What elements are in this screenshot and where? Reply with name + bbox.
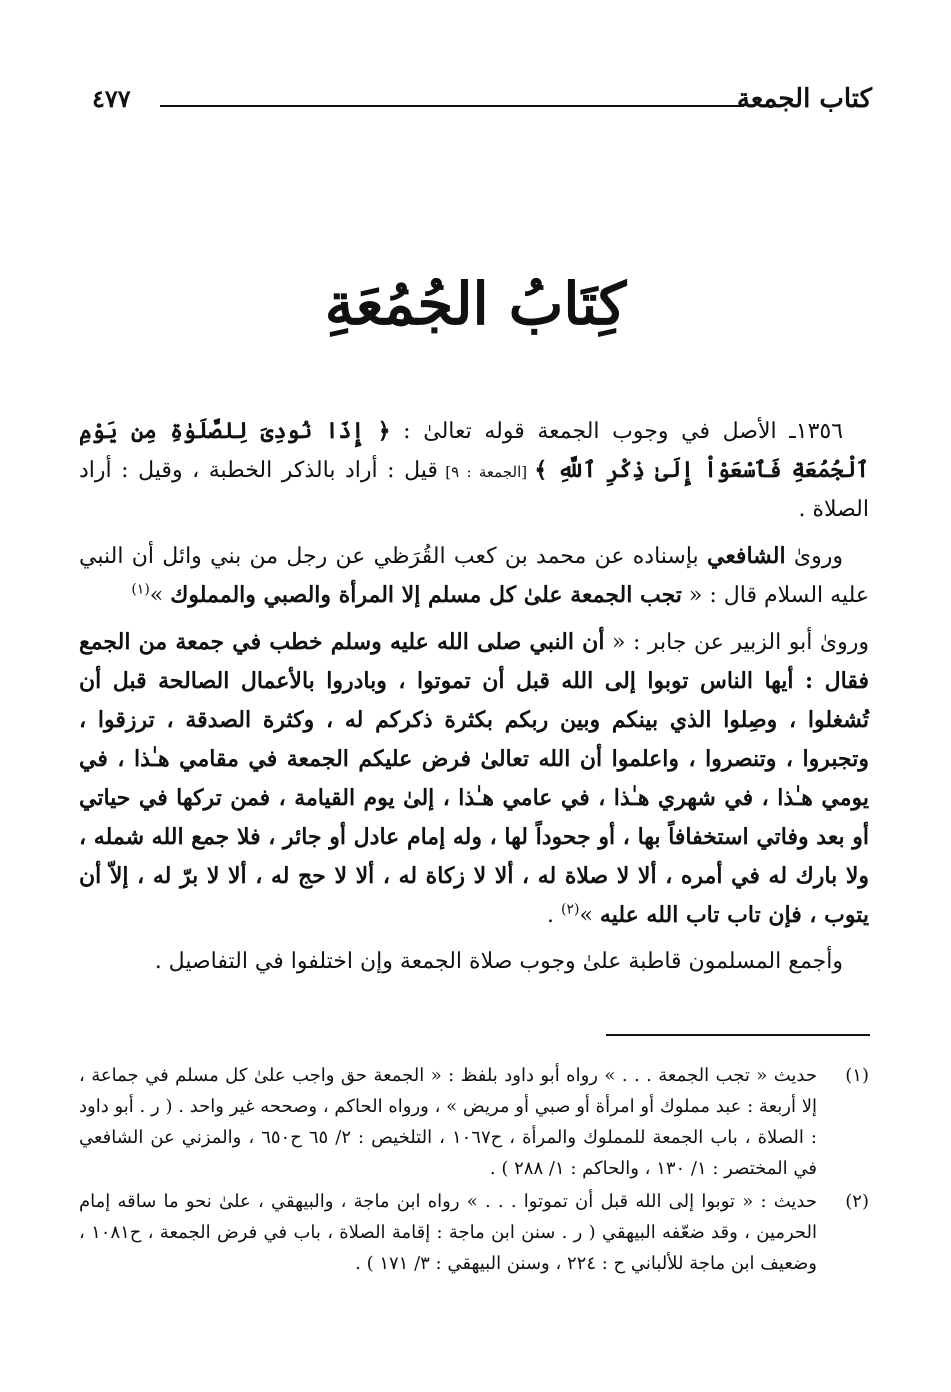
hadith-text-2: أن النبي صلى الله عليه وسلم خطب في جمعة من الجمع فقال : أيها الناس توبوا إلى الله قبل أن تموتوا ، وبادروا بالأعمال الصالحة قبل أن تُشغلوا ، وصِلوا الذي بينكم وبين ربكم بكثرة ذكركم له ، وكثرة الصدقة ، ترزقوا ، وتجبروا ، وتنصروا ، واعلموا أن الله تعالىٰ فرض عليكم الجمعة في مقامي هـٰذا ، في يومي هـٰذا ، في شهري هـٰذا ، في عامي هـٰذا ، إلىٰ يوم القيامة ، فمن تركها في حياتي أو بعد وفاتي استخفافاً بها ، أو جحوداً لها ، وله إمام عادل أو جائر ، فلا جمع الله شمله ، ولا بارك له في أمره ، ألا لا صلاة له ، ألا لا زكاة له ، ألا لا حج له ، ألا لا برّ له ، إلاّ أن يتوب ، فإن تاب تاب الله عليه: [79, 629, 869, 928]
main-text: [79, 412, 869, 981]
paragraph-1: [79, 412, 869, 529]
paragraph-3-text-b: »: [579, 903, 600, 928]
footnote-2-text: حديث : « توبوا إلى الله قبل أن تموتوا . . . » رواه ابن ماجة ، والبيهقي ، علىٰ نحو ما ساقه إمام الحرمين ، وقد ضعّفه البيهقي ( ر . سنن ابن ماجة : إقامة الصلاة ، باب في فرض الجمعة ، ح١٠٨١ ، وضعيف ابن ماجة للألباني ح : ٢٢٤ ، وسنن البيهقي : ٣/ ١٧١ ) .: [79, 1191, 817, 1274]
footnote-2-number: (٢): [845, 1191, 869, 1212]
running-header: [92, 82, 872, 122]
paragraph-2-text-a: وروىٰ: [785, 544, 843, 569]
chapter-title: كِتَابُ الجُمُعَةِ: [324, 270, 627, 338]
footnote-ref-1: (١): [131, 581, 150, 598]
footnote-1-text: حديث « تجب الجمعة . . . » رواه أبو داود بلفظ : « الجمعة حق واجب علىٰ كل مسلم في جماعة ، إلا أربعة : عبد مملوك أو امرأة أو صبي أو مريض » ، ورواه الحاكم ، وصححه غير واحد . ( ر . أبو داود : الصلاة ، باب الجمعة للمملوك والمرأة ، ح١٠٦٧ ، التلخيص : ٢/ ٦٥ ح٦٥٠ ، والمزني عن الشافعي في المختصر : ١/ ١٣٠ ، والحاكم : ١/ ٢٨٨ ) .: [79, 1065, 817, 1179]
paragraph-3-text-c: .: [546, 903, 561, 928]
footnote-divider: [606, 1034, 870, 1036]
paragraph-4: وأجمع المسلمون قاطبة علىٰ وجوب صلاة الجمعة وإن اختلفوا في التفاصيل .: [154, 949, 843, 974]
footnote-ref-2: (٢): [560, 901, 580, 918]
paragraph-2-text-b: بإسناده عن محمد بن كعب القُرَظي عن رجل من بني وائل أن النبي عليه السلام قال : «: [79, 544, 869, 608]
paragraph-2: [79, 537, 869, 615]
footnote-1-number: (١): [845, 1065, 869, 1086]
quran-reference: [الجمعة : ٩]: [437, 463, 535, 481]
hadith-text-1: تجب الجمعة علىٰ كل مسلم إلا المرأة والصبي والمملوك: [170, 582, 682, 608]
paragraph-1-intro: ١٣٥٦ـ الأصل في وجوب الجمعة قوله تعالىٰ :: [390, 419, 844, 444]
footnotes: [79, 1060, 869, 1281]
paragraph-1-commentary: قيل : أراد بالذكر الخطبة ، وقيل : أراد الصلاة .: [79, 458, 869, 522]
paragraph-2-text-c: »: [149, 583, 171, 608]
paragraph-3: [79, 623, 869, 935]
quran-verse: ﴿ إِذَا نُودِىَ لِلصَّلَوٰةِ مِن يَوْمِ ٱلْجُمُعَةِ فَٱسْعَوْاْ إِلَىٰ ذِكْرِ ٱللَّهِ ﴾: [79, 418, 870, 483]
footnote-2: [79, 1186, 869, 1279]
running-header-title: كتاب الجمعة: [736, 84, 872, 114]
author-name-shafii: الشافعي: [706, 543, 786, 569]
header-rule: [160, 105, 744, 107]
footnote-1: [79, 1060, 869, 1184]
page-number: ٤٧٧: [92, 84, 131, 113]
paragraph-3-text-a: وروىٰ أبو الزبير عن جابر : «: [604, 630, 869, 655]
